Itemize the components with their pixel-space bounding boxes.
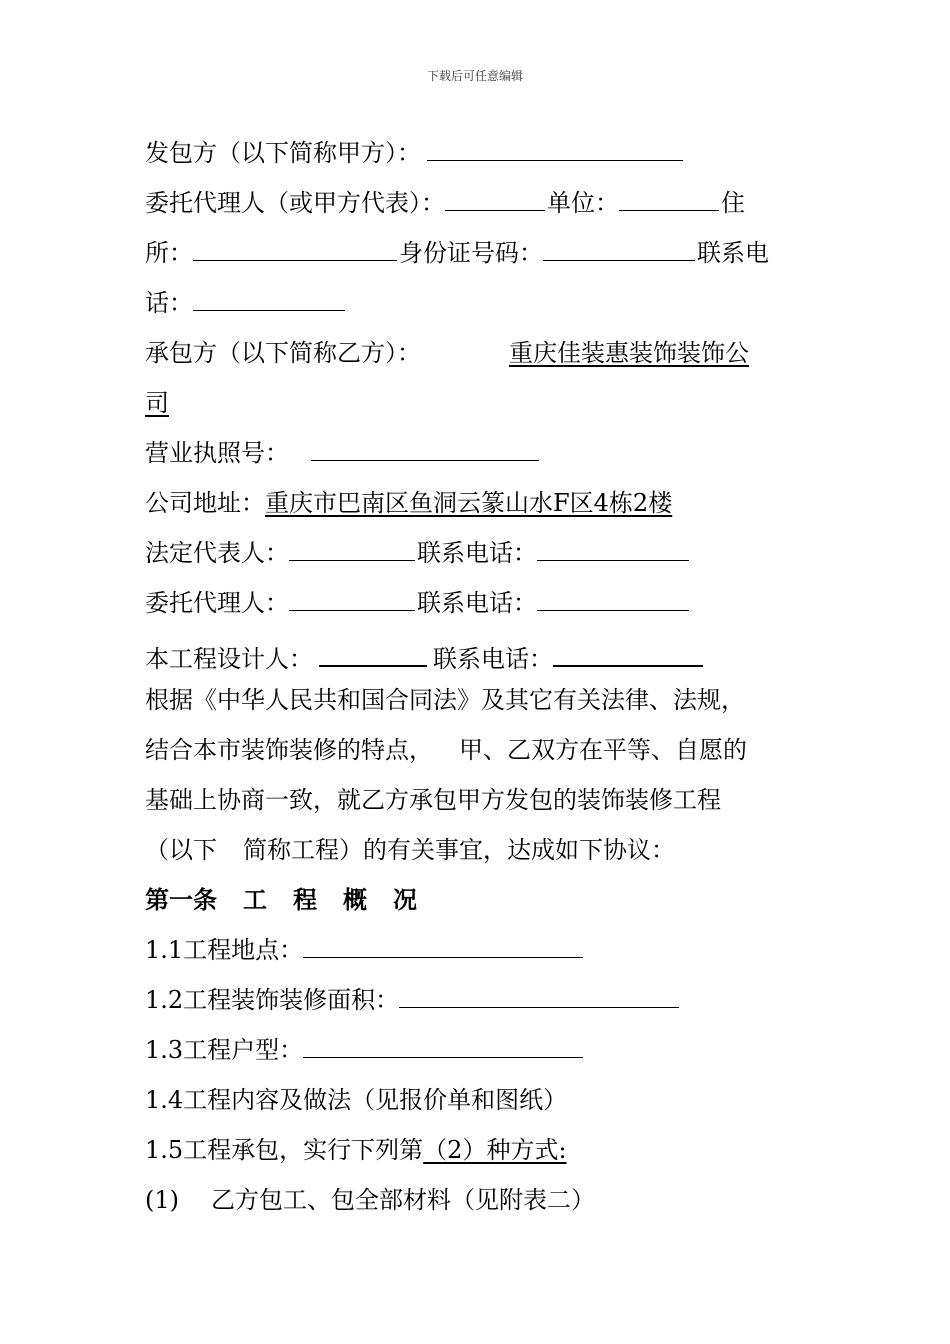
license-label: 营业执照号： <box>145 439 289 467</box>
option-1-number: (1) <box>145 1186 179 1214</box>
party-a-blank <box>427 138 683 161</box>
address-blank <box>193 238 397 261</box>
unit-label: 单位： <box>547 189 619 217</box>
agent-a-address-row <box>145 238 769 268</box>
party-b-name-row2 <box>145 388 169 418</box>
phone-label-start: 联系电 <box>697 239 769 267</box>
item-1-2-row <box>145 985 681 1015</box>
article-1-title-char-2: 程 <box>293 885 317 914</box>
preamble-line-1: 根据《中华人民共和国合同法》及其它有关法律、法规， <box>145 686 745 714</box>
company-address-label: 公司地址： <box>145 489 265 517</box>
article-1-number: 第一条 <box>145 885 217 914</box>
agent-b-phone-label: 联系电话： <box>417 589 537 617</box>
article-1-title-char-3: 概 <box>343 885 367 914</box>
preamble-line-2 <box>145 735 747 765</box>
item-1-1-row <box>145 935 585 965</box>
article-1-title-char-1: 工 <box>243 885 267 914</box>
item-1-5-choice: （2）种方式: <box>423 1136 567 1164</box>
party-b-label: 承包方（以下简称乙方）： <box>145 339 421 367</box>
agent-a-row <box>145 188 745 218</box>
agent-b-label: 委托代理人： <box>145 589 289 617</box>
item-1-2-blank <box>399 985 679 1008</box>
item-1-3-label: 1.3工程户型： <box>145 1036 304 1064</box>
id-number-blank <box>543 238 695 261</box>
page-header-note: 下载后可任意编辑 <box>426 69 523 83</box>
legal-rep-row <box>145 538 691 568</box>
legal-rep-phone-label: 联系电话： <box>417 539 537 567</box>
legal-rep-blank <box>289 538 415 561</box>
phone-blank <box>193 288 345 311</box>
article-1-title-char-4: 况 <box>393 885 417 914</box>
license-blank <box>311 438 539 461</box>
company-address-value: 重庆市巴南区鱼洞云篆山水F区4栋2楼 <box>265 489 673 517</box>
party-a-label: 发包方（以下简称甲方）： <box>145 139 421 167</box>
item-1-5-row <box>145 1135 567 1165</box>
item-1-4: 1.4工程内容及做法（见报价单和图纸） <box>145 1086 568 1114</box>
party-b-name-line2: 司 <box>145 389 169 417</box>
agent-a-phone-row <box>145 288 347 318</box>
party-a-row <box>145 138 685 168</box>
preamble-line-2a: 结合本市装饰装修的特点， <box>145 736 433 764</box>
preamble-line-3: 基础上协商一致，就乙方承包甲方发包的装饰装修工程 <box>145 786 721 814</box>
address-label-start: 住 <box>721 189 745 217</box>
designer-label: 本工程设计人： <box>145 645 313 673</box>
designer-phone-blank <box>553 643 703 667</box>
agent-b-phone-blank <box>537 588 689 611</box>
preamble-line-4a: （以下 <box>145 836 217 864</box>
legal-rep-label: 法定代表人： <box>145 539 289 567</box>
item-1-2-label: 1.2工程装饰装修面积： <box>145 986 400 1014</box>
phone-label-end: 话： <box>145 289 193 317</box>
item-1-5-prefix: 1.5工程承包，实行下列第 <box>145 1136 424 1164</box>
party-b-row <box>145 338 749 368</box>
preamble-line-4 <box>145 835 675 865</box>
preamble-line-2b: 甲、乙双方在平等、自愿的 <box>459 736 747 764</box>
article-1-heading <box>145 885 417 915</box>
agent-a-label: 委托代理人（或甲方代表）： <box>145 189 445 217</box>
unit-blank <box>619 188 719 211</box>
designer-row <box>145 643 705 674</box>
item-1-1-blank <box>303 935 583 958</box>
agent-a-blank <box>445 188 545 211</box>
id-number-label: 身份证号码： <box>399 239 543 267</box>
designer-phone-label: 联系电话： <box>433 645 553 673</box>
option-1-row <box>145 1185 595 1215</box>
license-row <box>145 438 541 468</box>
item-1-3-row <box>145 1035 585 1065</box>
item-1-3-blank <box>303 1035 583 1058</box>
address-label-end: 所： <box>145 239 193 267</box>
preamble-line-4b: 简称工程）的有关事宜，达成如下协议： <box>243 836 675 864</box>
agent-b-blank <box>289 588 415 611</box>
agent-b-row <box>145 588 691 618</box>
item-1-1-label: 1.1工程地点： <box>145 936 304 964</box>
option-1-text: 乙方包工、包全部材料（见附表二） <box>211 1186 595 1214</box>
designer-blank <box>319 643 427 667</box>
party-b-name-line1: 重庆佳装惠装饰装饰公 <box>509 339 749 367</box>
company-address-row <box>145 488 672 518</box>
legal-rep-phone-blank <box>537 538 689 561</box>
